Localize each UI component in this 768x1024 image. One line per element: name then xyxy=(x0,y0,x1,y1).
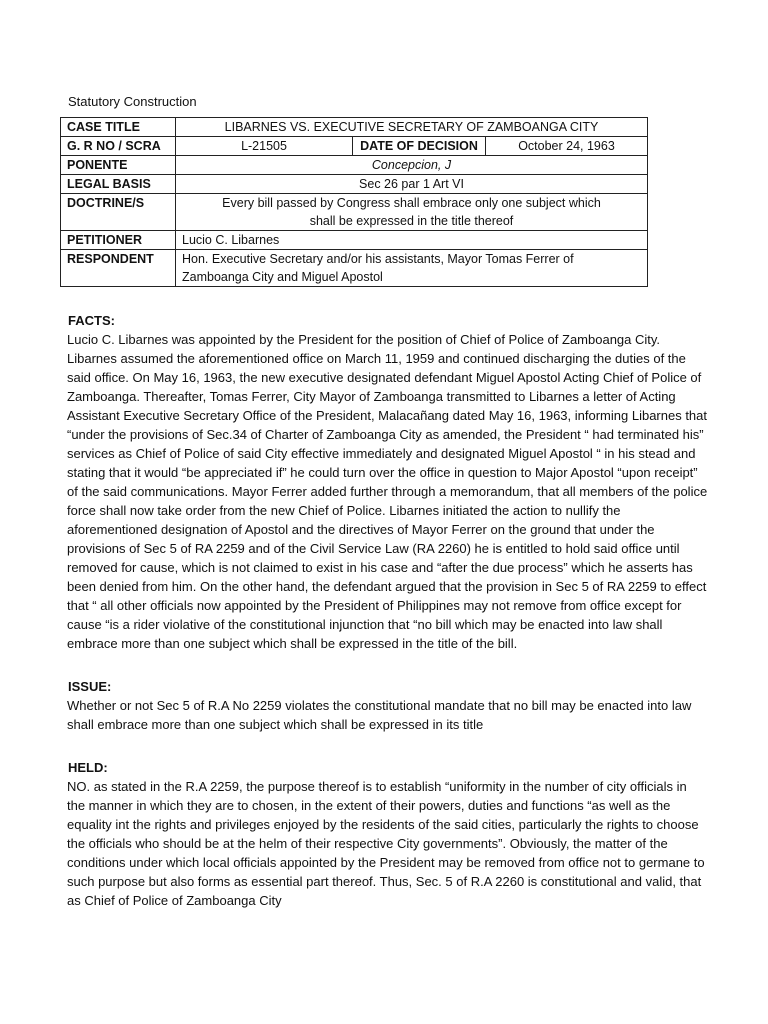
case-summary-table xyxy=(60,117,648,287)
ponente-value: Concepcion, J xyxy=(176,156,648,175)
respondent-label: RESPONDENT xyxy=(61,250,176,287)
issue-body: Whether or not Sec 5 of R.A No 2259 violates the constitutional mandate that no bill may be enacted into law shall embrace more than one subject which shall be expressed in its title xyxy=(67,698,692,732)
petitioner-value: Lucio C. Libarnes xyxy=(176,231,648,250)
held-section xyxy=(68,758,708,910)
doctrine-row xyxy=(61,194,648,231)
issue-section xyxy=(68,677,708,734)
petitioner-row xyxy=(61,231,648,250)
facts-heading: FACTS: xyxy=(68,313,115,328)
facts-section xyxy=(68,311,708,653)
legal-basis-label: LEGAL BASIS xyxy=(61,175,176,194)
legal-basis-value: Sec 26 par 1 Art VI xyxy=(176,175,648,194)
issue-heading: ISSUE: xyxy=(68,679,112,694)
date-of-decision-value: October 24, 1963 xyxy=(486,137,648,156)
gr-no-value: L-21505 xyxy=(176,137,353,156)
case-title-label: CASE TITLE xyxy=(61,118,176,137)
respondent-row xyxy=(61,250,648,287)
respondent-value: Hon. Executive Secretary and/or his assistants, Mayor Tomas Ferrer of Zamboanga City and Miguel Apostol xyxy=(176,250,648,287)
doctrine-value: Every bill passed by Congress shall embrace only one subject which shall be expressed in the title thereof xyxy=(176,194,648,231)
gr-no-row xyxy=(61,137,648,156)
held-body: NO. as stated in the R.A 2259, the purpose thereof is to establish “uniformity in the number of city officials in the manner in which they are to chosen, in the extent of their powers, duties and functions “as well as the equality int the rights and privileges enjoyed by the residents of the said cities, particularly the rights to choose the officials who should be at the helm of their respective City governments”. Obviously, the matter of the conditions under which local officials appointed by the President may be removed from office not to germane to such purpose but also forms as essential part thereof. Thus, Sec. 5 of R.A 2260 is constitutional and valid, that as Chief of Police of Zamboanga City xyxy=(67,779,705,908)
document-page xyxy=(68,93,708,910)
held-heading: HELD: xyxy=(68,760,108,775)
case-title-row xyxy=(61,118,648,137)
ponente-row xyxy=(61,156,648,175)
gr-no-label: G. R NO / SCRA xyxy=(61,137,176,156)
doctrine-label: DOCTRINE/S xyxy=(61,194,176,231)
case-title-value: LIBARNES VS. EXECUTIVE SECRETARY OF ZAMBOANGA CITY xyxy=(176,118,648,137)
document-title: Statutory Construction xyxy=(68,94,197,109)
legal-basis-row xyxy=(61,175,648,194)
facts-body: Lucio C. Libarnes was appointed by the President for the position of Chief of Police of Zamboanga City. Libarnes assumed the aforementioned office on March 11, 1959 and continued discharging the duties of the said office. On May 16, 1963, the new executive designated defendant Miguel Apostol Acting Chief of Police of Zamboanga. Thereafter, Tomas Ferrer, City Mayor of Zamboanga transmitted to Libarnes a letter of Acting Assistant Executive Secretary Office of the President, Malacañang dated May 16, 1963, informing Libarnes that “under the provisions of Sec.34 of Charter of Zamboanga City as amended, the President “ had terminated his” services as Chief of Police of said City effective immediately and designated Miguel Apostol “ in his stead and stating that it would “be appreciated if” he could turn over the office in question to Major Apostol “upon receipt” of the said communications. Mayor Ferrer added further through a memorandum, that all members of the police force shall now take order from the new Chief of Police. Libarnes initiated the action to nullify the aforementioned designation of Apostol and the directives of Mayor Ferrer on the ground that under the provisions of Sec 5 of RA 2259 and of the Civil Service Law (RA 2260) he is entitled to hold said office until removed for cause, which is not claimed to exist in his case and “after the due process” which he asserts has been denied from him. On the other hand, the defendant argued that the provision in Sec 5 of RA 2259 to effect that “ all other officials now appointed by the President of Philippines may not remove from office except for cause “is a rider violative of the constitutional injunction that “no bill which may be enacted into law shall embrace more than one subject which shall be expressed in the title of the bill. xyxy=(67,332,708,651)
ponente-label: PONENTE xyxy=(61,156,176,175)
petitioner-label: PETITIONER xyxy=(61,231,176,250)
date-of-decision-label: DATE OF DECISION xyxy=(353,137,486,156)
